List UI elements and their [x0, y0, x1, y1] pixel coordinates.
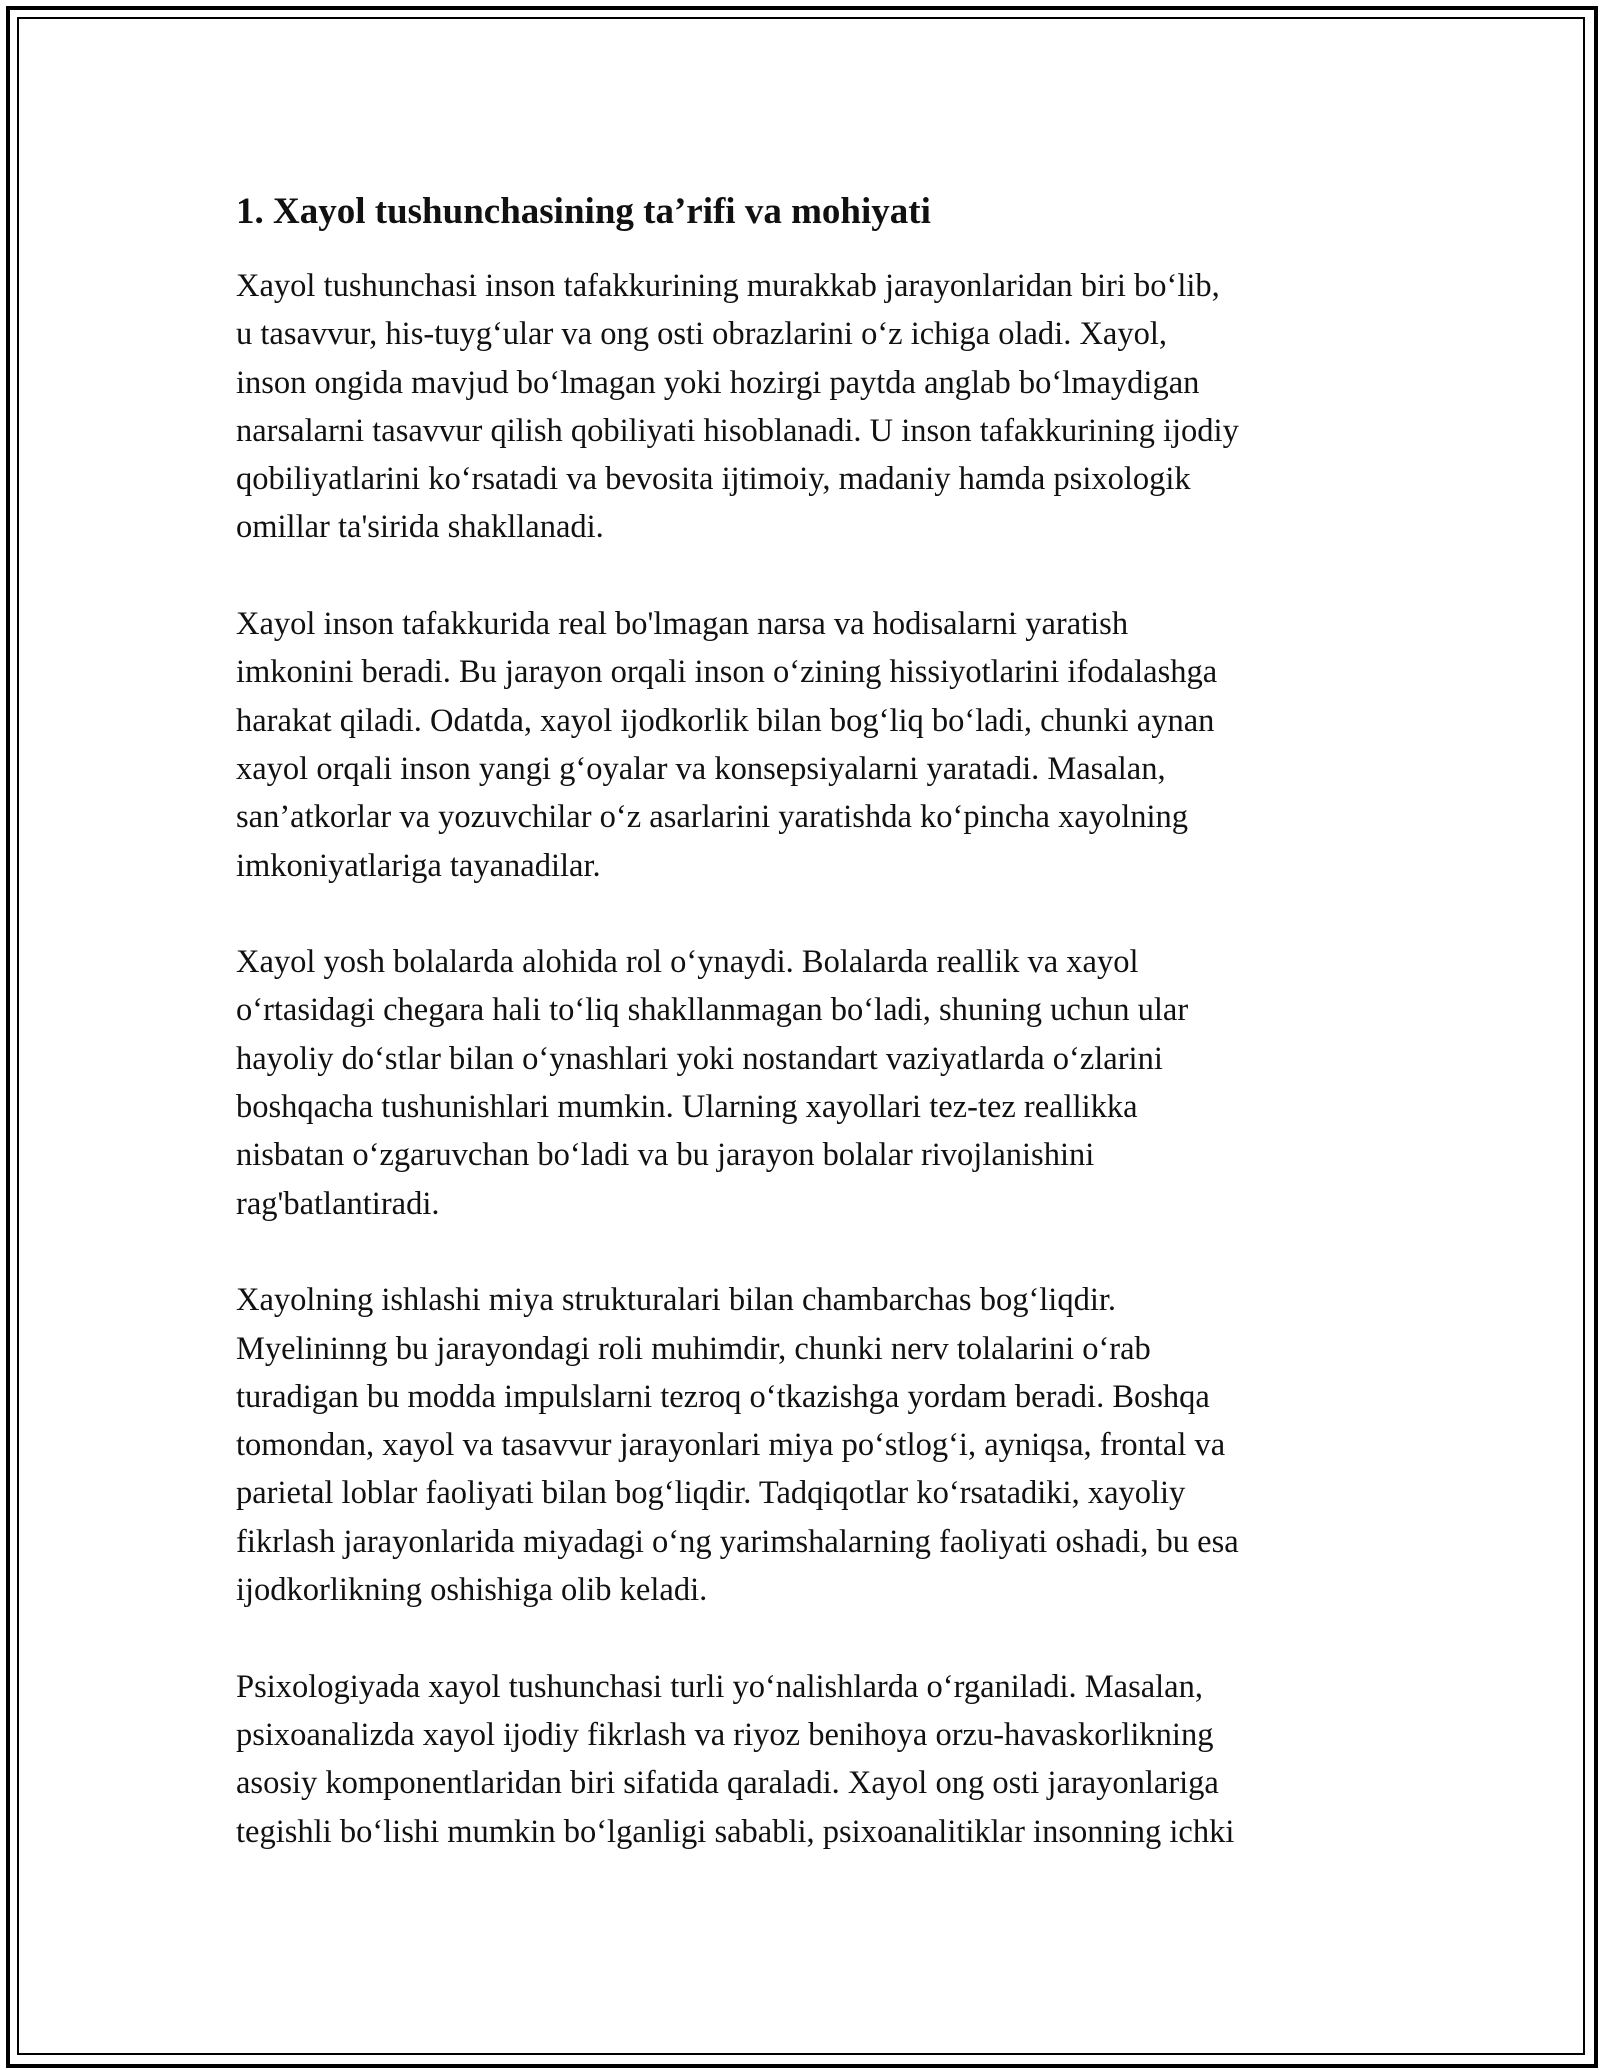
paragraph-3 — [236, 938, 1396, 1228]
paragraph-line: rag'batlantiradi. — [236, 1185, 440, 1222]
paragraph-line: tomondan, xayol va tasavvur jarayonlari miya poʻstlogʻi, ayniqsa, frontal va — [236, 1427, 1226, 1464]
paragraph-line: ijodkorlikning oshishiga olib keladi. — [236, 1572, 708, 1609]
paragraph-line: narsalarni tasavvur qilish qobiliyati hisoblanadi. U inson tafakkurining ijodiy — [236, 412, 1239, 449]
paragraph-1 — [236, 262, 1396, 552]
paragraph-line: Xayol yosh bolalarda alohida rol oʻynaydi. Bolalarda reallik va xayol — [236, 944, 1139, 981]
paragraph-line: Xayol tushunchasi inson tafakkurining murakkab jarayonlaridan biri boʻlib, — [236, 268, 1220, 304]
paragraph-line: asosiy komponentlaridan biri sifatida qaraladi. Xayol ong osti jarayonlariga — [236, 1765, 1219, 1802]
paragraph-line: nisbatan oʻzgaruvchan boʻladi va bu jarayon bolalar rivojlanishini — [236, 1137, 1095, 1174]
paragraph-line: fikrlash jarayonlarida miyadagi oʻng yarimshalarning faoliyati oshadi, bu esa — [236, 1523, 1239, 1560]
paragraph-line: Xayolning ishlashi miya strukturalari bilan chambarchas bogʻliqdir. — [236, 1282, 1117, 1319]
section-heading: 1. Xayol tushunchasining ta’rifi va mohiyati — [236, 191, 931, 232]
paragraph-line: boshqacha tushunishlari mumkin. Ularning xayollari tez-tez reallikka — [236, 1089, 1138, 1126]
paragraph-line: imkoniyatlariga tayanadilar. — [236, 847, 601, 884]
paragraph-line: turadigan bu modda impulslarni tezroq oʻtkazishga yordam beradi. Boshqa — [236, 1378, 1210, 1415]
document-body — [236, 188, 1396, 1904]
paragraph-line: imkonini beradi. Bu jarayon orqali inson oʻzining hissiyotlarini ifodalashga — [236, 654, 1218, 691]
paragraph-2 — [236, 600, 1396, 890]
paragraph-line: qobiliyatlarini koʻrsatadi va bevosita ijtimoiy, madaniy hamda psixologik — [236, 461, 1191, 498]
paragraph-line: hayoliy doʻstlar bilan oʻynashlari yoki nostandart vaziyatlarda oʻzlarini — [236, 1040, 1163, 1077]
paragraph-line: Myelininng bu jarayondagi roli muhimdir, chunki nerv tolalarini oʻrab — [236, 1330, 1151, 1367]
paragraph-line: tegishli boʻlishi mumkin boʻlganligi sababli, psixoanalitiklar insonning ichki — [236, 1813, 1235, 1850]
paragraph-line: psixoanalizda xayol ijodiy fikrlash va riyoz benihoya orzu-havaskorlikning — [236, 1716, 1214, 1753]
paragraph-line: Xayol inson tafakkurida real bo'lmagan narsa va hodisalarni yaratish — [236, 606, 1129, 643]
paragraph-line: u tasavvur, his-tuygʻular va ong osti obrazlarini oʻz ichiga oladi. Xayol, — [236, 316, 1168, 353]
paragraph-line: omillar ta'sirida shakllanadi. — [236, 509, 604, 546]
paragraph-5 — [236, 1663, 1396, 1856]
paragraph-line: parietal loblar faoliyati bilan bogʻliqdir. Tadqiqotlar koʻrsatadiki, xayoliy — [236, 1475, 1186, 1512]
paragraph-line: Psixologiyada xayol tushunchasi turli yoʻnalishlarda oʻrganiladi. Masalan, — [236, 1668, 1203, 1705]
paragraph-line: inson ongida mavjud boʻlmagan yoki hozirgi paytda anglab boʻlmaydigan — [236, 364, 1200, 401]
paragraph-line: san’atkorlar va yozuvchilar oʻz asarlarini yaratishda koʻpincha xayolning — [236, 799, 1189, 836]
paragraph-line: xayol orqali inson yangi gʻoyalar va konsepsiyalarni yaratadi. Masalan, — [236, 750, 1166, 787]
paragraph-line: oʻrtasidagi chegara hali toʻliq shakllanmagan boʻladi, shuning uchun ular — [236, 992, 1189, 1029]
paragraph-4 — [236, 1276, 1396, 1614]
paragraph-line: harakat qiladi. Odatda, xayol ijodkorlik bilan bogʻliq boʻladi, chunki aynan — [236, 702, 1215, 739]
